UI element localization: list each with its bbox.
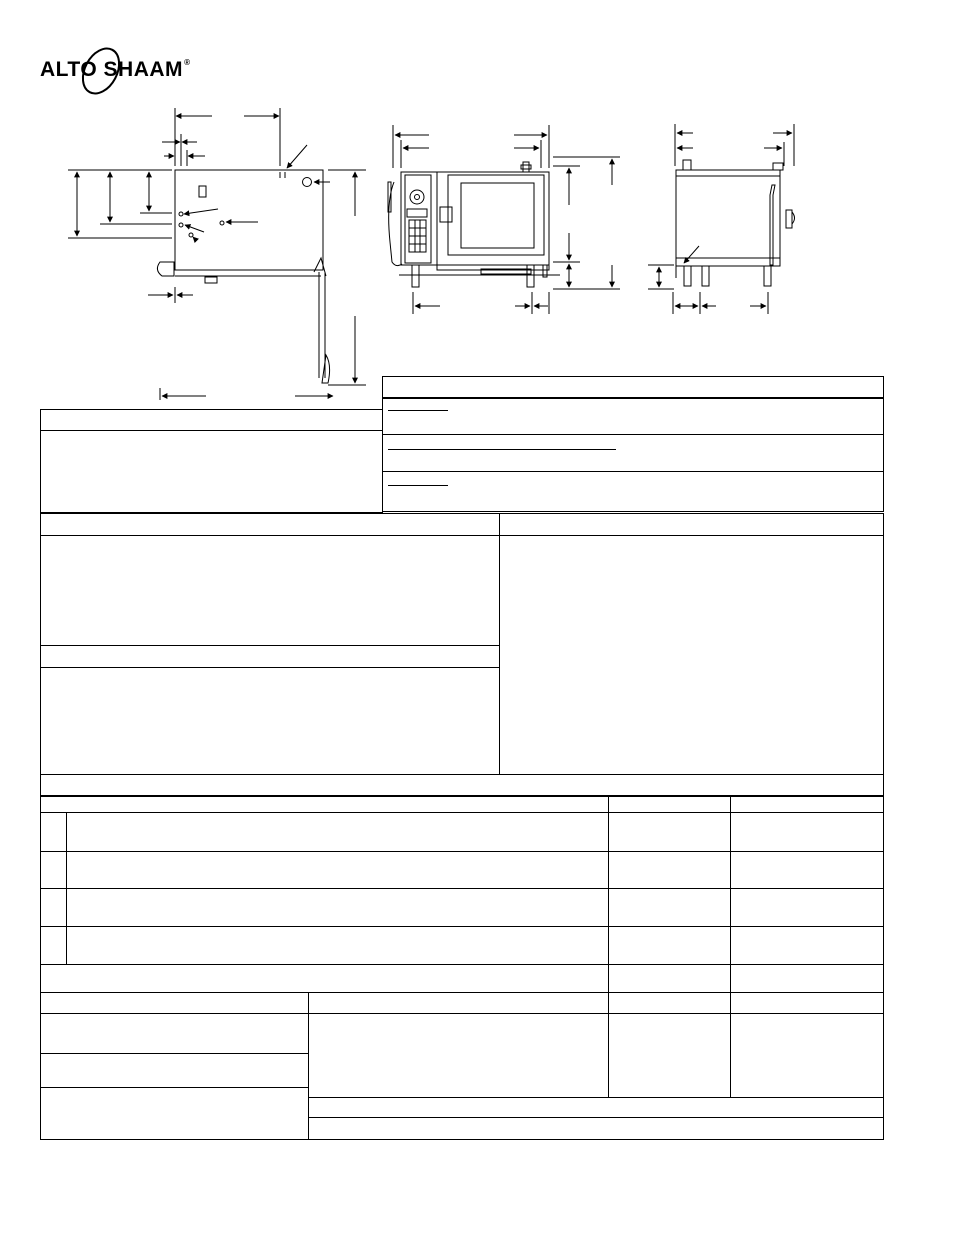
options-top-divider [40, 645, 499, 646]
footer-left-divider-1 [40, 1053, 308, 1054]
logo-wordmark: ALTO SHAAM [40, 58, 184, 81]
project-info-header-divider [40, 430, 383, 431]
footer-right-divider-1 [308, 1097, 884, 1098]
table-row-divider-1 [40, 851, 884, 852]
accessories-table [40, 795, 884, 1140]
table-row-divider-2 [40, 888, 884, 889]
footer-right-divider-2 [308, 1117, 884, 1118]
table-column-divider-1 [608, 795, 609, 1097]
top-view-drawing [68, 108, 366, 400]
side-view-drawing [648, 124, 795, 314]
features-column-divider [499, 513, 500, 774]
table-column-divider-2 [730, 795, 731, 1097]
approval-header-divider [382, 397, 884, 399]
approval-row-divider-2 [382, 471, 884, 472]
technical-drawings [0, 0, 954, 400]
front-view-drawing [388, 125, 620, 314]
table-row-divider-5 [40, 992, 884, 993]
accessories-divider [40, 774, 884, 775]
footer-left-divider-2 [40, 1087, 308, 1088]
approval-underline-3 [388, 485, 448, 486]
table-header-divider [40, 812, 884, 813]
approval-underline-1 [388, 410, 448, 411]
features-header-divider [40, 535, 884, 536]
table-row-divider-4 [40, 964, 884, 965]
table-row-divider-3 [40, 926, 884, 927]
features-section [40, 513, 884, 796]
approval-underline-2 [388, 449, 616, 450]
project-info-section [40, 409, 383, 513]
footer-subheader-divider [40, 1013, 884, 1014]
registered-mark: ® [184, 58, 191, 67]
options-header-divider [40, 667, 499, 668]
approval-row-divider-1 [382, 434, 884, 435]
